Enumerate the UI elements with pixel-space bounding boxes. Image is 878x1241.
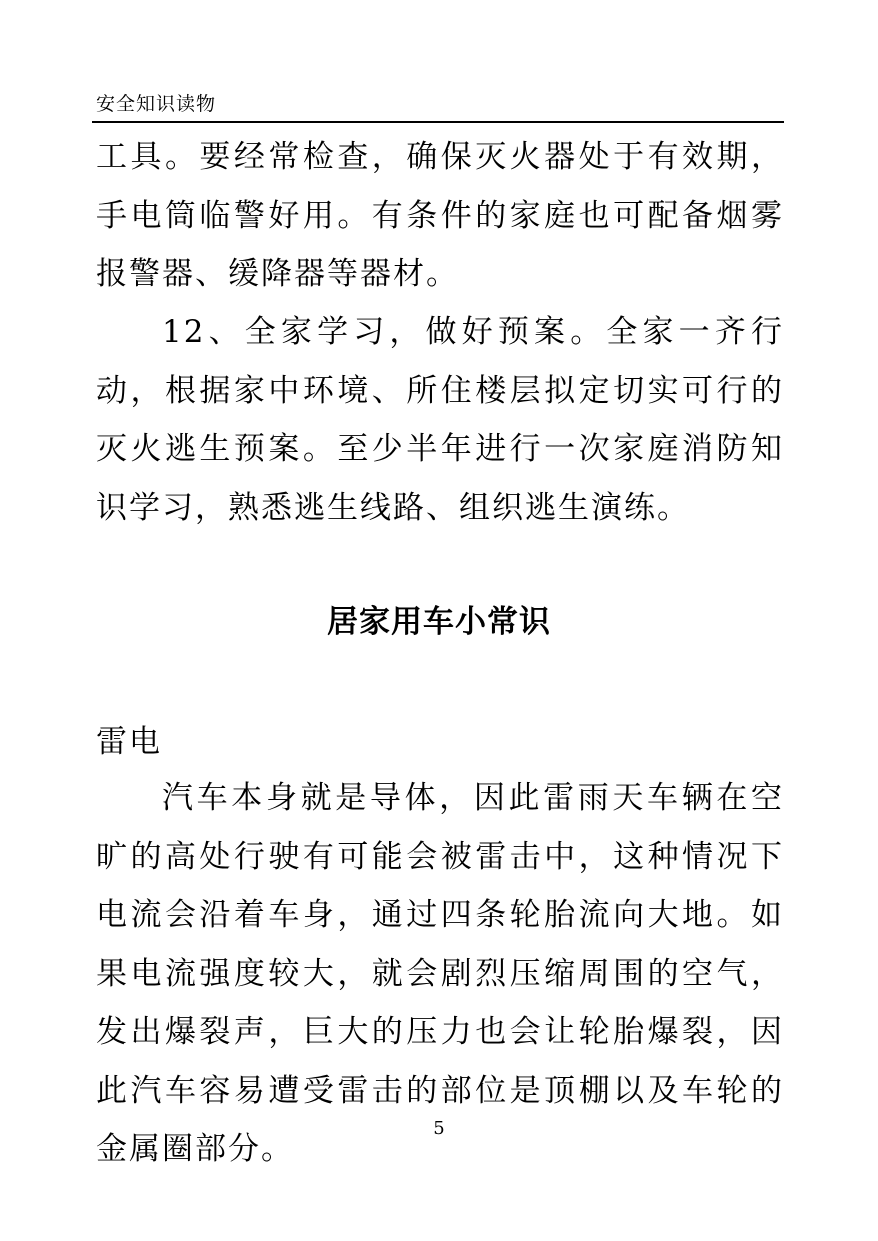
page-number: 5: [433, 1118, 445, 1139]
section-heading: 居家用车小常识: [327, 604, 551, 640]
sub-heading-lightning: 雷电: [96, 724, 162, 760]
body-paragraph-fire-tools: 工具。要经常检查，确保灭火器处于有效期，手电筒临警好用。有条件的家庭也可配备烟雾报警器、缓降器等器材。: [96, 139, 784, 292]
running-header-title: 安全知识读物: [96, 93, 217, 115]
header-divider: [92, 121, 784, 123]
body-paragraph-family-plan: 12、全家学习，做好预案。全家一齐行动，根据家中环境、所住楼层拟定切实可行的灭火逃生预案。至少半年进行一次家庭消防知识学习，熟悉逃生线路、组织逃生演练。: [96, 314, 784, 526]
body-paragraph-lightning: 汽车本身就是导体，因此雷雨天车辆在空旷的高处行驶有可能会被雷击中，这种情况下电流会沿着车身，通过四条轮胎流向大地。如果电流强度较大，就会剧烈压缩周围的空气，发出爆裂声，巨大的压力也会让轮胎爆裂，因此汽车容易遭受雷击的部位是顶棚以及车轮的金属圈部分。: [96, 780, 784, 1167]
